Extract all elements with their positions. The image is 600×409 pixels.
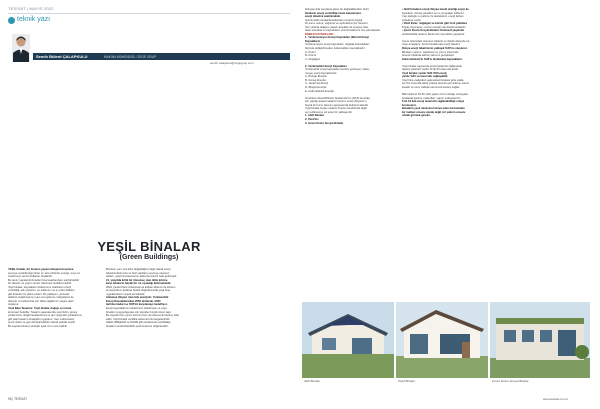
text-line: 2- Yenilenebilir Enerji Kaynakları: (305, 64, 348, 68)
text-column-2 (106, 268, 194, 328)
caption-passive: Pasif Binalar (398, 379, 415, 383)
text-column-3 (305, 8, 393, 125)
text-line: B- Güneş Enerjisi (305, 78, 326, 82)
text-line: YEŞİL binalar, bir binanın yaşam döngüsü boyunca (8, 268, 74, 271)
passive-house-image (396, 302, 488, 378)
text-line: korumayı hedefler. Tasarım aşamasında yerel iklim, güneş (8, 310, 78, 314)
text-line: sürdürülebilir tasarım ilkeleri ile inşa edilen yapılardır. (402, 32, 466, 36)
text-line: 3- Çevre Dostu Sosyal Binalar (305, 121, 344, 125)
text-line: Yeşil binalar bugün sadece binanın kendisinde değil (305, 107, 367, 111)
text-line: enerji tüketimi azaltılmalıdır. (305, 15, 341, 19)
text-line: Almanya ihtiyacı olan tüm enerjinin; Yenilenebilir (106, 296, 169, 300)
text-line: biçimde değiştirilmeden kullanılabilen kaynaklardır. (305, 47, 366, 51)
text-line: 1- Aktif Binalar (305, 114, 324, 118)
text-line: oluşturur. (8, 303, 20, 307)
text-line: Yeşil binalar yüzde %30-%50 enerji, (402, 71, 448, 75)
author-photo (12, 34, 30, 62)
text-line: bir maliyet unsuru olarak değil, bir yatırım unsuru (402, 110, 466, 114)
text-line: talep artmakta ve kaynakların verimli kullanımı öne çıkmaktadır. (305, 29, 381, 33)
eco-social-building-image (490, 302, 590, 378)
text-line: Yenilenebilir enerji kaynakları kendini yenileyen, tüken- (305, 68, 371, 72)
text-line: Yeşil Bina Tasarımı: Yeşil binalar doğayı ve insanı (8, 307, 72, 311)
text-line: çevreye verebileceği zararı en aza indirerek enerjiyi, suyu ve (8, 271, 80, 275)
text-line: verimliliği, atık yönetimi, su kullanımı ve iç ortam kalitesi (8, 289, 75, 293)
text-line: Kaynakları): (305, 39, 321, 43)
text-line: • Aktif binaların enerji ihtiyacı kendi ürettiği enerji ile (402, 8, 469, 11)
text-line: Amerikan Ulusal Bilimler Akademisi'nin (NAS) Amerika (305, 96, 370, 100)
text-line: şık %2 oranında daha yüksek olsa da geri ödeme süresi (402, 82, 469, 86)
text-line: Yenilenemeyen enerji kaynakları, doğada bulundukları (305, 43, 370, 47)
text-line: binaların sürdürülebilirlik performansını değerlendirir. (106, 324, 169, 328)
text-line: meyen enerji kaynaklarıdır. (305, 71, 338, 75)
text-line: gibi kriterleri ön plana çıkarır. Bu yaklaşım, çevresel (8, 292, 70, 296)
text-line: ması amaçlanır. Konut binalarında enerji tüketimi (402, 43, 461, 47)
text-line: Bu tanım yapılandırılmadan bina tasarlanırken sürdürülebilir (8, 278, 80, 282)
article-title: YEŞİL BİNALAR (97, 239, 201, 254)
text-line: yönlenmesi, doğal havalandırma ve gün ışığından yararlanma (8, 314, 82, 318)
author-name: Semih Bülent ÇALAPKULU (36, 53, 88, 59)
active-building-image (302, 302, 394, 378)
text-line: gibi pasif tasarım stratejileri uygulanır. Yapı malzemeleri (8, 317, 75, 321)
caption-active: Aktif Binalar (304, 379, 321, 383)
text-line: 2- Pasif Ev (305, 117, 319, 121)
text-line: 1- Yenilenemeyen Enerji Kaynakları (Birincil Enerji (305, 36, 370, 40)
text-line: A- Petrol (305, 50, 316, 54)
text-line: A- Rüzgar Enerjisi (305, 75, 327, 79)
page-number: 96 | TESİSAT (8, 397, 28, 401)
text-line: tüketimindeki artış ve fosil yakıtların çevreye olumsuz (106, 271, 170, 275)
text-line: 6 ile 12 katı enerji tasarrufu sağlanabildiği ortaya (402, 100, 465, 104)
text-line: LEED, BREEAM ve DGNB gibi uluslararası sertifikalar (106, 321, 171, 325)
text-line: • Çevre Dostu Sosyal Binalar: Kamusal yaşamda (402, 29, 464, 33)
text-line: • Pasif Evler: doğalgaz ve kömür gibi fosil yakıtlara (402, 22, 467, 26)
text-line: Yeşil bina maliyetleri geleneksel binalara göre yakla- (402, 78, 465, 82)
text-line: binaların yaygınlaşması için teşvikler büyük önem taşır. (106, 310, 172, 314)
text-line: E- Hidro Elektrik Enerjisi (305, 89, 334, 93)
text-line: ENERJİ KAYNAKLARI: (305, 32, 334, 36)
text-column-1 (8, 268, 96, 328)
text-line: Enerji kaynaklarının tüketiminin azaltılması ve yeşil (106, 307, 167, 311)
text-line: 2022 yılında Paris Anlaşması'na katılan ülkemiz de karbon (106, 285, 176, 289)
text-line: ihtiyaç duymayan, ısıtma enerjisi çok düşük binalardır. (402, 25, 467, 29)
text-line: Bunların yanı sıra iklim değişikliğine bağlı olarak enerji (106, 268, 171, 271)
text-line: C- Jeotermal Enerji (305, 82, 328, 86)
text-line: binalarda işletme maliyetleri, yapım maliyetlerinin (402, 96, 461, 100)
text-line: konmuştur. (402, 103, 417, 107)
text-line: kısadır ve uzun vadede ekonomik kazanç sağlar. (402, 86, 460, 90)
text-line: Günümüzde binalarda kullanılan enerjinin büyük (305, 18, 363, 22)
text-line: düşürür ve kullanıcılar için daha sağlıklı bir yaşam alanı (8, 299, 74, 303)
text-line: karşı binaların büyük bir rol oynadığı bilinmektedir. (106, 282, 172, 286)
text-line: D- Biogaz Enerjisi (305, 86, 327, 90)
article-subtitle: (Green Buildings) (119, 254, 179, 261)
magazine-header: TESİSAT | MAYIS 2022 (8, 6, 54, 11)
text-line: C- Doğalgaz (305, 57, 320, 61)
text-line: ayrı edilmesine yol açan bir yaklaşımdır. (305, 110, 353, 114)
text-line: Yapı kabuğu ısı yalıtımı ile desteklenir, enerji fazlası (402, 15, 464, 19)
text-line: büyük bir kısmı tasarım aşamasında belirlenmektedir. (305, 103, 369, 107)
text-line: Binaların yapımı, işletilmesi ve yıkımı sürecinde (402, 50, 459, 54)
text-line: tarihine kadar ise %65'ini karşılamayı hedefliyor. (106, 303, 168, 307)
text-line: Bu sayede binanın ekolojik ayak izi en aza indirilir. (8, 324, 68, 328)
text-line: edilir. Yeşil binalar sertifika sistemleri ile belgelendirilir. (106, 317, 171, 321)
text-line: emisyonlarını azaltma hedefi doğrultusunda yeşil bina (106, 289, 170, 293)
text-line: etkilerin azaltılmasının yanı sıra işletme maliyetlerini de (8, 296, 74, 300)
text-line: işletme giderleri yüzde 30 ile 50 arasında azalır. (402, 68, 459, 72)
text-line: Binaların yeşil olmasına hizmet eden harcamaları (402, 107, 465, 111)
text-line: uygulamalarını teşvik etmektedir. (106, 292, 146, 296)
text-column-4 (402, 8, 490, 118)
text-line: Dünyamızda meydana gelen bu değişikliklerden ötürü (305, 8, 369, 11)
text-line: için yaptığı araştırmada bir binanın enerji ihtiyacının (305, 100, 367, 104)
section-label: teknik yazı (17, 16, 51, 23)
caption-eco-social: Çevre Dostu Sosyal Binalar (492, 379, 529, 383)
text-line: Dünya enerji tüketiminin yaklaşık %40'ını oluşturur. (402, 47, 468, 51)
author-role: MAKİNA MÜHENDİSİ / ZEGE GRUP (104, 54, 157, 59)
text-line: 21. yüzyılda kritik bir dönemeç olan iklim krizine (106, 278, 168, 282)
text-line: etkileri, yeşil bina kavramını daha da önemli hale getirmiştir. (106, 275, 177, 279)
text-line: yüzde %40 su tasarrufu sağlayabilir. (402, 75, 449, 79)
text-line: karşılanır. Güneş panelleri ve ısı pompaları kullanılır. (402, 11, 465, 15)
text-line: Yeşil binalar sayesinde enerji tasarrufu sağlanarak (402, 64, 462, 68)
text-line: Çevre üzerindeki olumsuz etkilerin en düşük düzeyde tut- (402, 39, 471, 43)
text-line: çevre dostu ve geri dönüştürülebilir olacak şekilde seçilir. (8, 321, 76, 325)
text-line: B- Kömür (305, 54, 317, 58)
text-line: Bilinmekte ki 40-50 yıllık yaşam ömrü olduğu varsayılan (402, 93, 469, 97)
text-line: binaların enerji verimliliği önem kazanmıştır, (305, 11, 362, 15)
text-line: Son yıllarda değişen yaşam koşulları ile enerjiye olan (305, 25, 369, 29)
text-line: Yeşil binalar, kaynakların kullanımını azaltırken enerji (8, 285, 71, 289)
text-line: Enerji Kaynaklarından 2050 tarihinde, 2030 (106, 299, 161, 303)
text-line: önemli miktarda karbon salınımı gerçekleşir. (402, 54, 455, 58)
text-line: bir kısmı ısıtma, soğutma ve aydınlatma için harcanır. (305, 22, 369, 26)
text-line: olarak görmek gerekir. (402, 114, 431, 118)
section-bullet-icon (8, 17, 15, 24)
header-divider (8, 13, 290, 14)
text-line: bir tasarım ve yapım süreci izlenmesi hedeflenmelidir. (8, 282, 72, 286)
author-email[interactable]: semih.calapkulu@zegegrup.com (210, 61, 254, 65)
text-line: malzemeyi verimli kullanan binalardır. (8, 275, 53, 279)
text-line: şebekeye verilir. (402, 18, 422, 22)
text-line: Bu sayede hem çevre korunur hem de ekonomik kazanç elde (106, 314, 179, 318)
website[interactable]: www.tesisat.com.tr (543, 397, 569, 401)
text-line: Karbondioksit'in %36'sı binalardan kaynaklanır. (402, 57, 463, 61)
